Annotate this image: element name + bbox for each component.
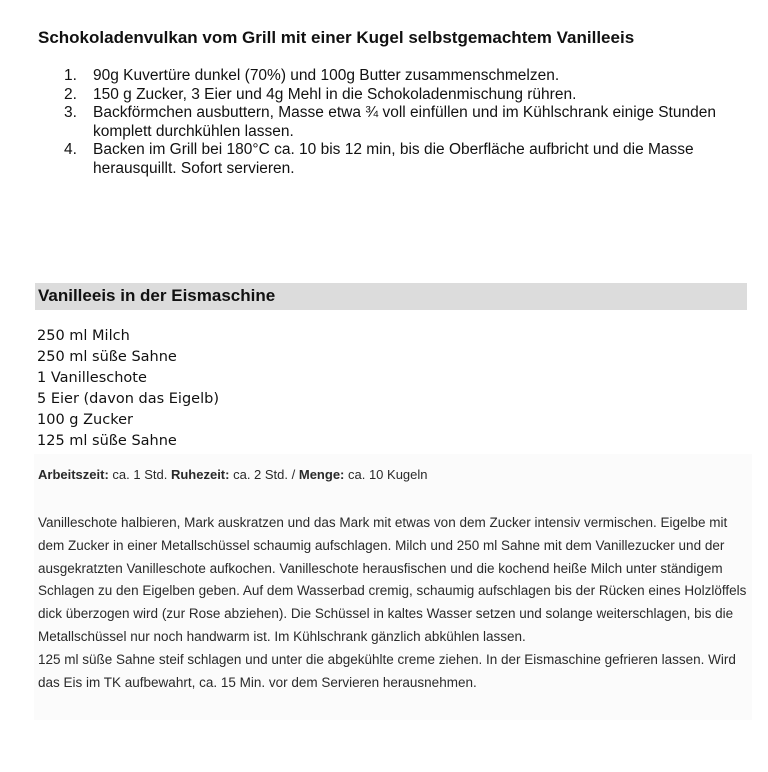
ingredient-item: 5 Eier (davon das Eigelb) xyxy=(37,391,219,407)
ruhezeit-label: Ruhezeit: xyxy=(170,467,230,482)
recipe-steps-list xyxy=(0,67,768,178)
ingredient-item: 250 ml Milch xyxy=(37,328,130,344)
ingredient-item: 250 ml süße Sahne xyxy=(37,349,177,365)
step-number: 2. xyxy=(64,85,77,103)
ingredient-item: 100 g Zucker xyxy=(37,412,133,428)
step-text: 150 g Zucker, 3 Eier und 4g Mehl in die Schokoladenmischung rühren. xyxy=(93,85,577,103)
step-number: 4. xyxy=(64,141,77,158)
instruction-paragraph: 125 ml süße Sahne steif schlagen und unter die abgekühlte creme ziehen. In der Eismaschine gefrieren lassen. Wird das Eis im TK aufbewahrt, ca. 15 Min. vor dem Servieren herausnehmen. xyxy=(38,651,736,690)
recipe-title: Schokoladenvulkan vom Grill mit einer Kugel selbstgemachtem Vanilleeis xyxy=(38,28,635,47)
menge-value: ca. 10 Kugeln xyxy=(348,467,428,482)
step-number: 1. xyxy=(64,67,77,84)
instruction-paragraph: Vanilleschote halbieren, Mark auskratzen und das Mark mit etwas von dem Zucker intensiv vermischen. Eigelbe mit dem Zucker in einer Metallschüssel schaumig aufschlagen. Milch und 250 ml Sahne mit dem Vanillezucker und der ausgekratzten Vanilleschote aufkochen. Vanilleschote herausfischen und die kochend heiße Milch unter ständigem Schlagen zu den Eigelben geben. Auf dem Wasserbad cremig, schaumig aufschlagen bis der Rücken eines Holzlöffels dick überzogen wird (zur Rose abziehen). Die Schüssel in kaltes Wasser setzen und solange weiterschlagen, bis die Metallschüssel nur noch handwarm ist. Im Kühlschrank gänzlich abkühlen lassen. xyxy=(38,515,747,644)
recipe-step xyxy=(0,104,768,141)
ingredient-item: 125 ml süße Sahne xyxy=(37,433,177,449)
ruhezeit-value: ca. 2 Std. / xyxy=(233,467,296,482)
preparation-instructions xyxy=(38,512,750,694)
step-text: Backen im Grill bei 180°C ca. 10 bis 12 min, bis die Oberfläche aufbricht und die Masse herausquillt. Sofort servieren. xyxy=(93,141,694,177)
step-number: 3. xyxy=(64,104,77,121)
ingredient-item: 1 Vanilleschote xyxy=(37,370,147,386)
arbeitszeit-label: Arbeitszeit: xyxy=(38,467,109,482)
arbeitszeit-value: ca. 1 Std. xyxy=(112,467,168,482)
recipe-step xyxy=(0,86,768,105)
icecream-section-header xyxy=(35,283,747,310)
recipe-step xyxy=(0,67,768,86)
recipe-meta xyxy=(38,467,428,482)
step-text: Backförmchen ausbuttern, Masse etwa ¾ voll einfüllen und im Kühlschrank einige Stunden komplett durchkühlen lassen. xyxy=(93,104,716,140)
ingredients-list xyxy=(37,326,219,452)
icecream-title: Vanilleeis in der Eismaschine xyxy=(38,286,276,305)
menge-label: Menge: xyxy=(298,467,345,482)
recipe-step xyxy=(0,141,768,178)
step-text: 90g Kuvertüre dunkel (70%) und 100g Butter zusammenschmelzen. xyxy=(93,67,560,84)
preparation-box xyxy=(34,454,752,720)
